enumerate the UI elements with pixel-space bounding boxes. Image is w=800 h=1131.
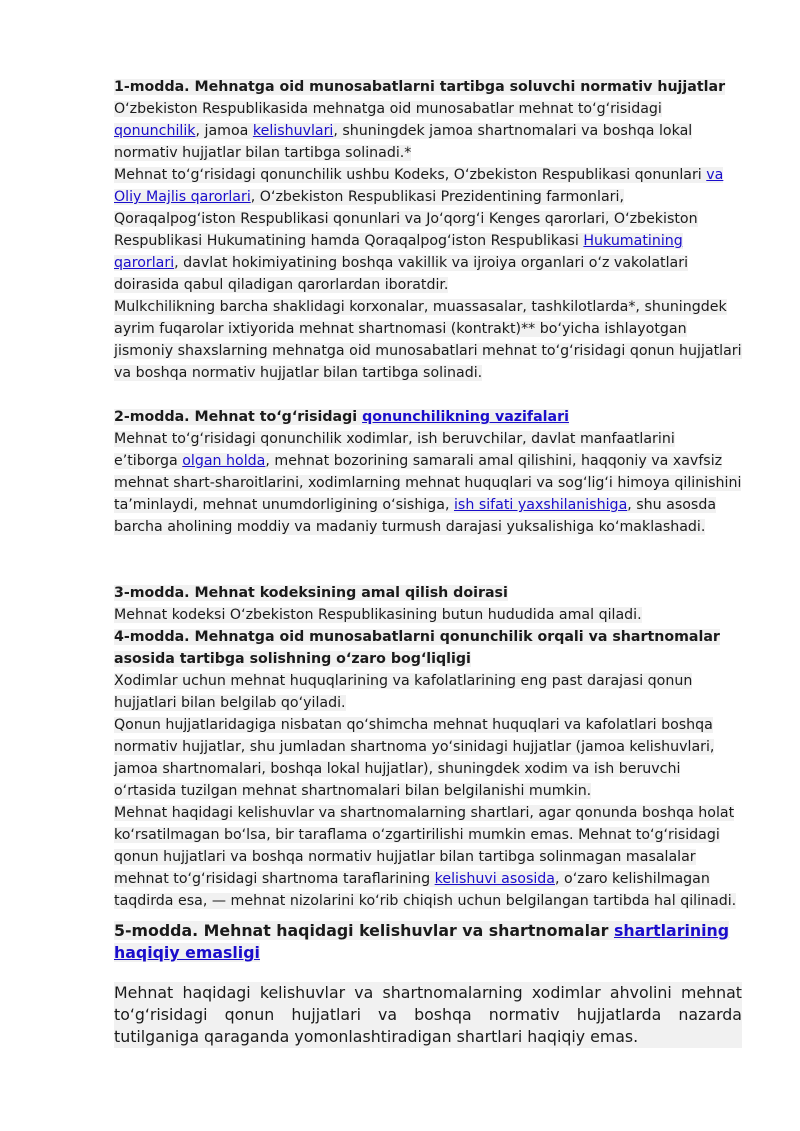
article-3-title: 3-modda. Mehnat kodeksining amal qilish doirasi [114,585,508,601]
text: , O‘zbekiston Respublikasi Prezidentining farmonlari, Qoraqalpog‘iston Respublikasi qonunlari va Jo‘qorg‘i Kenges qarorlari, O‘zbekiston Respublikasi Hukumatining hamda Qoraqalpog‘iston Respublikasi [114,189,698,249]
article-1-paragraph-2 [114,167,723,293]
article-3-4 [114,582,742,912]
spacer [114,538,742,582]
link-ish-sifati-yaxshilanishiga[interactable]: ish sifati yaxshilanishiga [453,497,628,513]
article-4-paragraph-1: Xodimlar uchun mehnat huquqlarining va kafolatlarining eng past darajasi qonun hujjatlari bilan belgilab qo‘yiladi. [114,673,693,711]
link-kelishuvi-asosida[interactable]: kelishuvi asosida [434,871,555,887]
article-1-title: 1-modda. Mehnatga oid munosabatlarni tartibga soluvchi normativ hujjatlar [114,79,726,95]
text: Mehnat to‘g‘risidagi qonunchilik xodimlar, ish beruvchilar, davlat manfaatlarini e’tiborga [114,431,675,469]
article-4-paragraph-2: Qonun hujjatlaridagiga nisbatan qo‘shimcha mehnat huquqlari va kafolatlari boshqa normativ hujjatlar, shu jumladan shartnoma yo‘sinidagi hujjatlar (jamoa kelishuvlari, jamoa shartnomalari, boshqa lokal hujjatlar), shuningdek xodim va ish beruvchi o‘rtasida tuzilgan mehnat shartnomalari bilan belgilanishi mumkin. [114,717,715,799]
text: , mehnat bozorining samarali amal qilishini, haqqoniy va xavfsiz mehnat shart-sharoitlarini, xodimlarning mehnat huquqlari va sog‘lig‘i himoya qilinishini ta’minlaydi, mehnat unumdorligining o‘sishiga, [114,453,742,513]
text: Mehnat to‘g‘risidagi qonunchilik ushbu Kodeks, O‘zbekiston Respublikasi qonunlari [114,167,707,183]
text: O‘zbekiston Respublikasida mehnatga oid munosabatlar mehnat to‘g‘risidagi [114,101,662,117]
text: , shu asosda barcha aholining moddiy va madaniy turmush darajasi yuksalishiga ko‘maklashadi. [114,497,717,535]
text: 2-modda. Mehnat to‘g‘risidagi [114,409,363,425]
article-5-paragraph-1: Mehnat haqidagi kelishuvlar va shartnomalarning xodimlar ahvolini mehnat to‘g‘risidagi qonun hujjatlari va boshqa normativ hujjatlarda nazarda tutilganiga qaraganda yomonlashtiradigan shartlari haqiqiy emas. [114,983,742,1046]
text: Mehnat haqidagi kelishuvlar va shartnomalarning shartlari, agar qonunda boshqa holat ko‘rsatilmagan bo‘lsa, bir taraflama o‘zgartirilishi mumkin emas. Mehnat to‘g‘risidagi qonun hujjatlari va boshqa normativ hujjatlar bilan tartibga solinmagan masalalar mehnat to‘g‘risidagi shartnoma taraflarining [114,805,735,887]
article-2 [114,406,742,538]
article-1 [114,76,742,384]
spacer [114,384,742,406]
link-shartlarining-haqiqiy-emasligi[interactable]: shartlarining haqiqiy emasligi [114,921,730,962]
text: , davlat hokimiyatining boshqa vakillik va ijroiya organlari o‘z vakolatlari doirasida qabul qiladigan qarorlardan iboratdir. [114,255,689,293]
article-4-title: 4-modda. Mehnatga oid munosabatlarni qonunchilik orqali va shartnomalar asosida tartibga solishning o‘zaro bog‘liqligi [114,629,720,667]
link-qonunchilikning-vazifalari[interactable]: qonunchilikning vazifalari [362,409,569,425]
link-oliy-majlis-qarorlari[interactable]: va Oliy Majlis qarorlari [114,167,724,205]
article-5-title-text [114,921,729,962]
text: 5-modda. Mehnat haqidagi kelishuvlar va shartnomalar [114,921,614,940]
text: , shuningdek jamoa shartnomalari va boshqa lokal normativ hujjatlar bilan tartibga solinadi.* [114,123,693,161]
text: , o‘zaro kelishilmagan taqdirda esa, — mehnat nizolarini ko‘rib chiqish uchun belgilangan tartibda hal qilinadi. [114,871,737,909]
article-3-paragraph-1: Mehnat kodeksi O‘zbekiston Respublikasining butun hududida amal qiladi. [114,607,642,623]
article-2-title [114,409,569,425]
article-1-paragraph-1 [114,101,692,161]
article-5-title [114,920,742,964]
article-1-paragraph-3: Mulkchilikning barcha shaklidagi korxonalar, muassasalar, tashkilotlarda*, shuningdek ayrim fuqarolar ixtiyorida mehnat shartnomasi (kontrakt)** bo‘yicha ishlayotgan jismoniy shaxslarning mehnatga oid munosabatlari mehnat to‘g‘risidagi qonun hujjatlari va boshqa normativ hujjatlar bilan tartibga solinadi. [114,299,742,381]
text: , jamoa [195,123,253,139]
link-qonunchilik[interactable]: qonunchilik [114,123,196,139]
link-kelishuvlari[interactable]: kelishuvlari [252,123,334,139]
article-2-paragraph-1 [114,431,741,535]
link-olgan-holda[interactable]: olgan holda [182,453,266,469]
article-4-paragraph-3 [114,805,736,909]
link-hukumatining-qarorlari[interactable]: Hukumatining qarorlari [114,233,683,271]
